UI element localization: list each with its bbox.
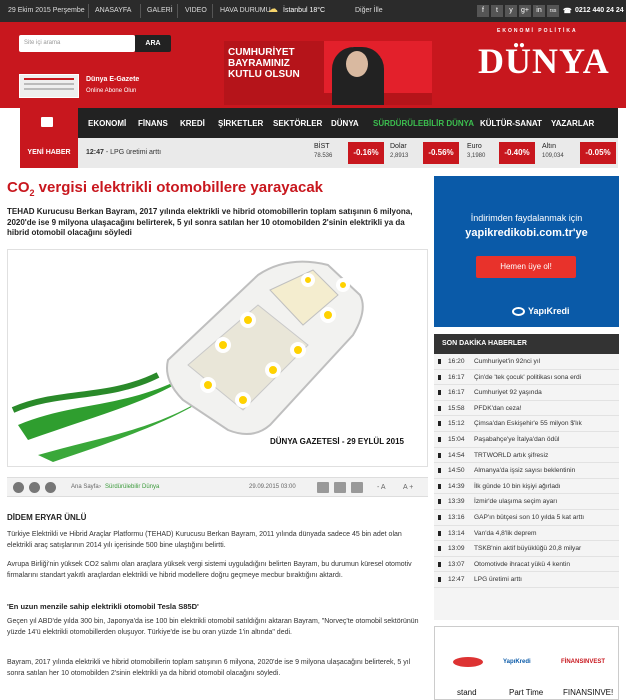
ticker-headline[interactable]: 12:47 - LPG üretimi arttı — [86, 149, 162, 156]
yapikredi-logo-icon — [512, 307, 525, 316]
divider — [177, 4, 178, 18]
current-date: 29 Ekim 2015 Perşembe — [8, 7, 85, 14]
list-item[interactable]: 16:17 Çin'de 'tek çocuk' politikası sona erdi — [434, 370, 619, 386]
font-increase-button[interactable]: A + — [403, 484, 414, 491]
market-name: Altın — [542, 143, 557, 150]
facebook-share-icon[interactable] — [13, 482, 24, 493]
main-nav — [20, 108, 618, 138]
bank-logo-finansinvest[interactable]: FİNANSINVEST — [561, 659, 606, 665]
egazete-thumbnail[interactable] — [19, 74, 79, 98]
linkedin-icon[interactable]: in — [533, 5, 545, 17]
egazete-title[interactable]: Dünya E-Gazete — [86, 76, 140, 83]
nav-item-dunya[interactable]: DÜNYA — [331, 119, 359, 128]
youtube-icon[interactable]: y — [505, 5, 517, 17]
search-button[interactable]: ARA — [135, 35, 171, 52]
weather-cloud-icon: ☁ — [268, 4, 278, 15]
flower-car-illustration — [8, 250, 428, 467]
news-ticker-bar — [20, 138, 618, 168]
bank-emblem-icon — [453, 657, 483, 667]
nav-item-ekonomi[interactable]: EKONOMİ — [88, 119, 127, 128]
article-photo — [7, 249, 428, 467]
nav-item-yazarlar[interactable]: YAZARLAR — [551, 119, 595, 128]
topbar-link-anasayfa[interactable]: ANASAYFA — [95, 7, 132, 14]
article-paragraph: Türkiye Elektrikli ve Hibrid Araçlar Platformu (TEHAD) Kurucusu Berkan Bayram, 2011 yılında dünyada sadece 45 bin adet olan elektrikli araç satışlarının 2014 yılı içerisinde 500 bine ulaştığını belirtti. — [7, 531, 402, 549]
googleplus-share-icon[interactable] — [45, 482, 56, 493]
title-prefix: CO — [7, 179, 30, 196]
yapikredi-ad[interactable] — [434, 176, 619, 327]
list-item[interactable]: 13:09 TSKB'nin aktif büyüklüğü 20,8 milyar — [434, 541, 619, 557]
facebook-icon[interactable]: f — [477, 5, 489, 17]
top-bar — [0, 0, 626, 22]
other-cities-dropdown[interactable]: Diğer İlle — [355, 7, 383, 14]
bank-column-label: FINANSINVE! — [563, 688, 614, 697]
divider — [88, 4, 89, 18]
market-name: Dolar — [390, 143, 407, 150]
share-bar — [7, 477, 428, 497]
breadcrumb-separator: › — [99, 484, 101, 490]
twitter-icon[interactable]: t — [491, 5, 503, 17]
article-paragraph: Geçen yıl ABD'de yılda 300 bin, Japonya'da ise 100 bin elektrikli otomobil satıldığını aktaran Bayram, "Norveç'te otomobil sektörünün yüzde 14'ü elektrikli otomobillerden oluşuyor. Türkiye'de ise bu oran yüzde 1'in altında" dedi. — [7, 618, 419, 636]
ticker-text: LPG üretimi arttı — [110, 149, 162, 156]
list-item[interactable]: 13:07 Otomotivde ihracat yükü 4 kentin — [434, 557, 619, 573]
bank-logo-yapikredi[interactable]: YapıKredi — [503, 659, 531, 665]
article-subheading: 'En uzun menzile sahip elektrikli otomobil Tesla S85D' — [7, 602, 199, 611]
topbar-link-hava-durumu[interactable]: HAVA DURUMU — [220, 7, 271, 14]
list-item[interactable]: 14:54 TRTWORLD artık şifresiz — [434, 448, 619, 464]
bank-column-label: stand — [457, 688, 477, 697]
list-item[interactable]: 16:20 Cumhuriyet'in 92nci yıl — [434, 354, 619, 370]
article-date: 29.09.2015 03:00 — [249, 484, 296, 490]
print-icon[interactable] — [351, 482, 363, 493]
ticker-label: YENİ HABER — [20, 138, 78, 168]
topbar-link-video[interactable]: VIDEO — [185, 7, 207, 14]
divider — [212, 4, 213, 18]
portrait-face — [346, 51, 368, 77]
search-input[interactable]: Site içi arama — [19, 35, 135, 52]
bank-logos-panel — [434, 626, 619, 700]
ad-line1: İndirimden faydalanmak için — [470, 213, 583, 223]
market-value: 109,034 — [542, 153, 564, 159]
breadcrumb-category[interactable]: Sürdürülebilir Dünya — [105, 484, 160, 490]
market-value: 78.536 — [314, 153, 333, 159]
photo-caption: DÜNYA GAZETESİ - 29 EYLÜL 2015 — [270, 437, 404, 446]
ad-line2: yapikredikobi.com.tr'ye — [465, 227, 588, 239]
logo-tagline: EKONOMİ POLİTİKA — [497, 28, 578, 34]
breaking-news-list — [434, 354, 619, 620]
bank-column-label: Part Time — [509, 688, 544, 697]
nav-item-sirketler[interactable]: ŞİRKETLER — [218, 119, 264, 128]
divider — [140, 4, 141, 18]
list-item[interactable]: 15:04 Paşabahçe'ye İtalya'dan ödül — [434, 432, 619, 448]
ticker-time: 12:47 — [86, 149, 104, 156]
nav-item-finans[interactable]: FİNANS — [138, 119, 168, 128]
market-name: BİST — [314, 143, 330, 150]
site-logo[interactable]: DÜNYA — [478, 41, 610, 81]
title-subscript: 2 — [29, 188, 35, 198]
market-change: -0.56% — [423, 142, 459, 164]
article-lead: TEHAD Kurucusu Berkan Bayram, 2017 yılında elektrikli ve hibrid otomobillerin toplam satışının 6 milyona, 2020'de ise 9 milyona ulaşacağını belirterek, 5 yıl sonra satılan her 10 otomobilden 2'sinin elektrikli ya da hibrid otomobil olacağını söyledi — [7, 207, 413, 237]
breadcrumb-home[interactable]: Ana Sayfa — [71, 484, 99, 490]
market-change: -0.40% — [499, 142, 535, 164]
weather-city: İstanbul 18°C — [283, 7, 326, 14]
comment-icon[interactable] — [317, 482, 329, 493]
header — [0, 22, 626, 108]
list-item[interactable]: 13:39 İzmir'de ulaşıma seçim ayarı — [434, 494, 619, 510]
home-button[interactable] — [20, 108, 78, 138]
egazete-subscribe-link[interactable]: Online Abone Olun — [86, 88, 137, 94]
rss-icon[interactable]: rss — [547, 5, 559, 17]
ad-signup-button[interactable]: Hemen üye ol! — [476, 256, 576, 278]
market-value: 2,8913 — [390, 153, 409, 159]
email-icon[interactable] — [334, 482, 346, 493]
banner-text: CUMHURİYET BAYRAMINIZ KUTLU OLSUN — [228, 47, 300, 80]
list-item[interactable]: 12:47 LPG üretimi arttı — [434, 572, 619, 588]
author-name: DİDEM ERYAR ÜNLÜ — [7, 513, 87, 522]
title-rest: vergisi elektrikli otomobillere yarayacak — [34, 179, 324, 196]
nav-item-sektorler[interactable]: SEKTÖRLER — [273, 119, 323, 128]
topbar-link-galeri[interactable]: GALERİ — [147, 7, 173, 14]
phone-number: 0212 440 24 24 — [575, 7, 624, 14]
home-icon — [41, 117, 53, 127]
googleplus-icon[interactable]: g+ — [519, 5, 531, 17]
list-item[interactable]: 16:17 Cumhuriyet 92 yaşında — [434, 385, 619, 401]
market-value: 3,1980 — [467, 153, 486, 159]
list-item[interactable]: 15:58 PFDK'dan ceza! — [434, 401, 619, 417]
font-decrease-button[interactable]: - A — [377, 484, 386, 491]
holiday-banner — [224, 41, 432, 105]
list-item[interactable]: 13:16 GAP'ın bütçesi son 10 yılda 5 kat arttı — [434, 510, 619, 526]
nav-item-kultur-sanat[interactable]: KÜLTÜR-SANAT — [480, 119, 542, 128]
list-item[interactable]: 15:12 Çimsa'dan Eskişehir'e 55 milyon $'lık — [434, 416, 619, 432]
nav-item-surdurulebilir[interactable]: SÜRDÜRÜLEBİLİR DÜNYA — [373, 119, 475, 128]
market-change: -0.16% — [348, 142, 384, 164]
market-change: -0.05% — [580, 142, 616, 164]
list-item[interactable]: 14:50 Almanya'da işsiz sayısı beklentinin — [434, 463, 619, 479]
article-paragraph: Bayram, 2017 yılında elektrikli ve hibrid otomobillerin toplam satışının 6 milyona, 2020'de ise 9 milyona ulaşacağını belirterek, 5 yıl sonra satılan her 10 otomobilden 2'sinin elektrikli ya da hibrid otomobil olacağını söyledi. — [7, 659, 411, 677]
nav-item-kredi[interactable]: KREDİ — [180, 119, 205, 128]
article-title — [7, 179, 323, 198]
article-paragraph: Avrupa Birliği'nin yüksek CO2 salımı olan araçlara yüksek vergi sistemi uyguladığını belirten Bayram, bu durumun küresel otomotiv firmalarını standart yakıtlı araçlardan elektrikli ve hibrid modellere doğru geçmeye mecbur bıraktığını aktardı. — [7, 561, 412, 579]
market-name: Euro — [467, 143, 482, 150]
ad-logo-text: YapıKredi — [528, 306, 570, 316]
phone-icon: ☎ — [563, 8, 572, 15]
list-item[interactable]: 14:39 İlk günde 10 bin kişiyi ağırladı — [434, 479, 619, 495]
twitter-share-icon[interactable] — [29, 482, 40, 493]
breaking-news-header: SON DAKİKA HABERLER — [434, 334, 619, 354]
list-item[interactable]: 13:14 Van'da 4,8'lik deprem — [434, 526, 619, 542]
